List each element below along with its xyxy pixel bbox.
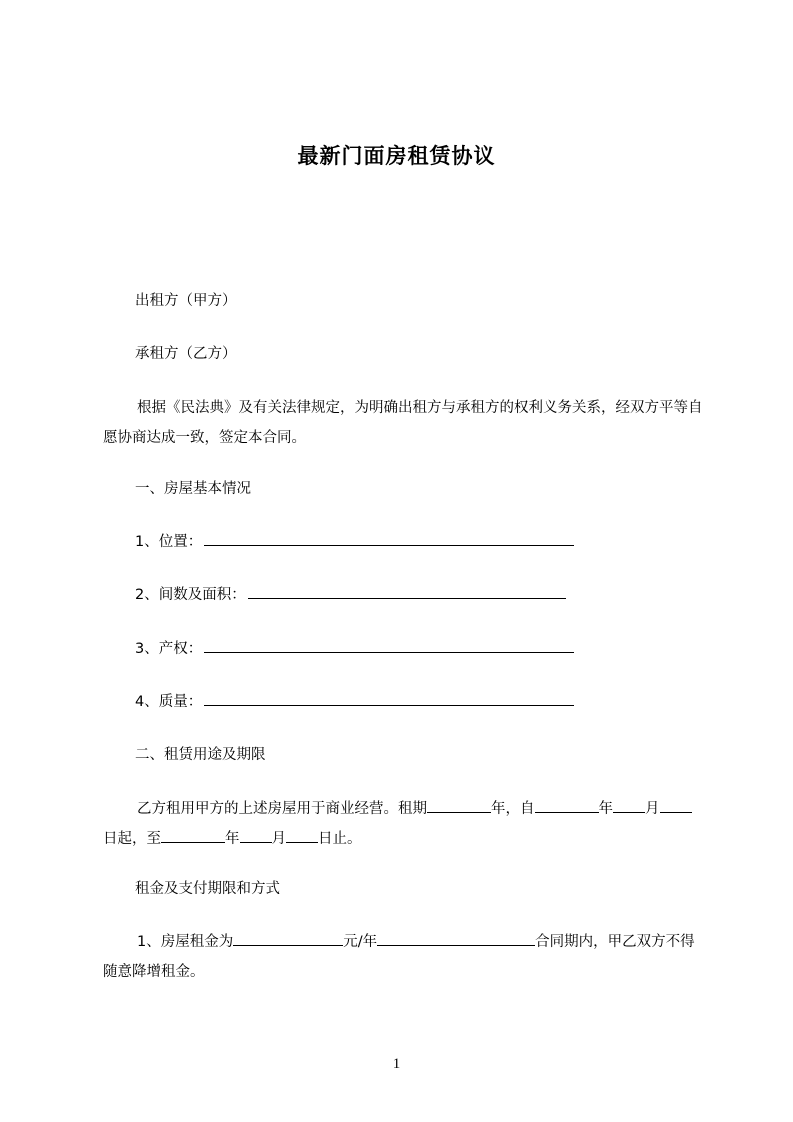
start-month-blank — [613, 795, 645, 813]
intro-paragraph: 根据《民法典》及有关法律规定，为明确出租方与承租方的权利义务关系，经双方平等自愿协商达成一致，签定本合同。 — [103, 400, 703, 446]
rent-heading: 租金及支付期限和方式 — [135, 881, 280, 897]
field-rooms-area — [135, 580, 566, 610]
rent-text-1: 1、房屋租金为 — [137, 934, 234, 950]
party-a-line: 出租方（甲方） — [135, 293, 237, 309]
section-2-heading: 二、租赁用途及期限 — [135, 747, 266, 763]
rent-extra-blank — [377, 928, 535, 946]
field-location-blank — [204, 528, 574, 546]
rent-amount-blank — [233, 928, 343, 946]
end-day-blank — [286, 825, 318, 843]
section-1-heading: 一、房屋基本情况 — [135, 481, 251, 497]
field-ownership — [135, 634, 574, 664]
party-b-line: 承租方（乙方） — [135, 346, 237, 362]
term-text-3: 年 — [598, 801, 613, 817]
document-title: 最新门面房租赁协议 — [297, 144, 496, 168]
start-day-blank — [660, 795, 692, 813]
term-years-blank — [427, 795, 491, 813]
field-ownership-label: 3、产权： — [135, 641, 203, 657]
term-text-1: 乙方租用甲方的上述房屋用于商业经营。租期 — [137, 801, 427, 817]
page-number: 1 — [392, 1056, 401, 1072]
term-text-8: 日止。 — [318, 831, 362, 847]
end-year-blank — [161, 825, 225, 843]
start-year-blank — [535, 795, 599, 813]
term-text-4: 月 — [645, 801, 660, 817]
term-text-2: 年，自 — [491, 801, 535, 817]
field-location-label: 1、位置： — [135, 534, 203, 550]
rent-paragraph — [103, 927, 703, 987]
field-ownership-blank — [204, 635, 574, 653]
field-location — [135, 527, 574, 557]
term-text-5: 日起，至 — [103, 831, 161, 847]
term-text-6: 年 — [225, 831, 240, 847]
field-quality-label: 4、质量： — [135, 694, 203, 710]
field-quality — [135, 687, 574, 717]
field-rooms-area-blank — [248, 581, 566, 599]
term-text-7: 月 — [271, 831, 286, 847]
end-month-blank — [240, 825, 272, 843]
field-rooms-area-label: 2、间数及面积： — [135, 587, 246, 603]
term-paragraph — [103, 794, 703, 854]
rent-text-3: 合同期内，甲乙双方不得随意降增租金。 — [103, 934, 695, 980]
field-quality-blank — [204, 688, 574, 706]
rent-text-2: 元/年 — [343, 934, 378, 950]
